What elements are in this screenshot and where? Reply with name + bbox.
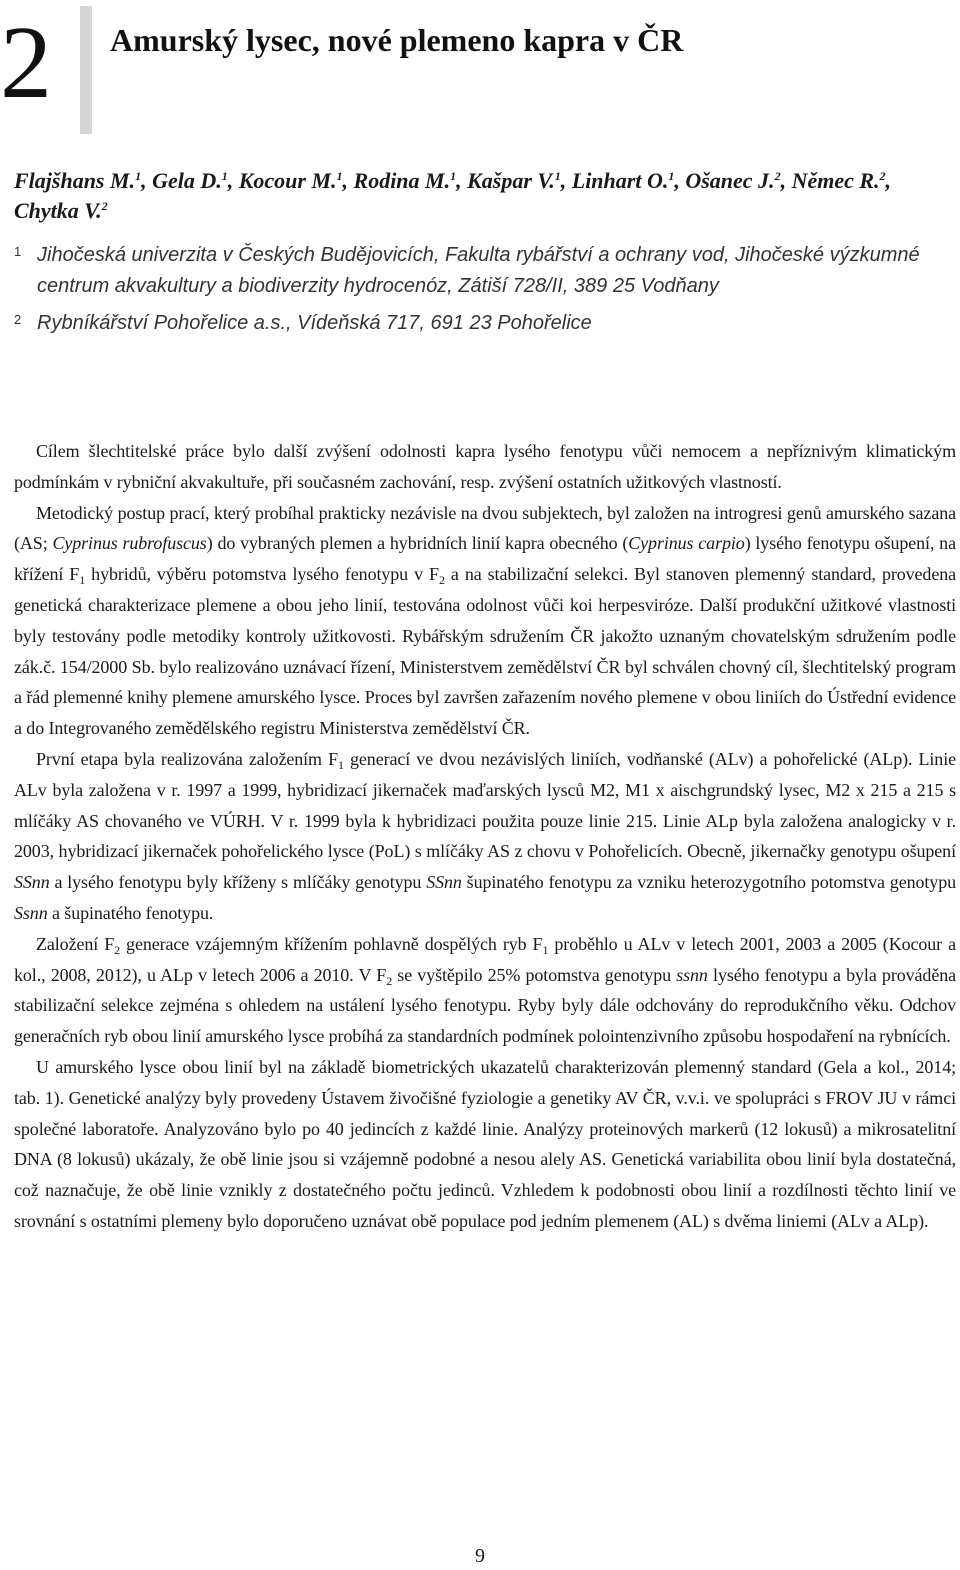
author-separator: , <box>227 168 239 193</box>
chapter-divider <box>80 6 92 134</box>
paragraph-text: a na stabilizační selekci. Byl stanoven plemenný standard, provedena genetická charakterizace plemene a obou jeho linií, testována odolnost vůči koi herpesviróze. Další produkční užitkové vlastnosti byly testovány podle metodiky kontroly užitkovosti. Rybářským sdružením ČR jakožto uznaným chovatelským sdružením podle zák.č. 154/2000 Sb. bylo realizováno uznávací řízení, Ministerstvem zemědělství ČR byl schválen chovný cíl, šlechtitelský program a řád plemenné knihy plemene amurského lysce. Proces byl završen zařazením nového plemene v obou liniích do Ústřední evidence a do Integrovaného zemědělského registru Ministerstva zemědělství ČR. <box>14 564 956 739</box>
affiliation-mark: 2 <box>14 312 22 327</box>
author-name: Gela D. <box>152 168 222 193</box>
affiliations <box>14 240 944 339</box>
paragraph-text: ) lysého fenotypu ošupení, na křížení F <box>14 533 956 585</box>
page-number: 9 <box>475 1545 485 1567</box>
author-affiliation-mark: 2 <box>879 169 886 183</box>
author-name: Linhart O. <box>571 168 669 193</box>
author-name: Kocour M. <box>238 168 337 193</box>
author-name: Němec R. <box>791 168 880 193</box>
author-affiliation-mark: 2 <box>774 169 781 183</box>
paragraph-text: U amurského lysce obou linií byl na základě biometrických ukazatelů charakterizován plemenný standard (Gela a kol., 2014; tab. 1). Genetické analýzy byly provedeny Ústavem živočišné fyziologie a genetiky AV ČR, v.v.i. ve spolupráci s FROV JU v rámci společné laboratoře. Analyzováno bylo po 40 jedincích z každé linie. Analýzy proteinových markerů (12 lokusů) a mikrosatelitní DNA (8 lokusů) ukázaly, že obě linie jsou si vzájemně podobné a nesou alely AS. Genetická variabilita obou linií byla dostatečná, což naznačuje, že obě linie vznikly z dostatečného počtu jedinců. Vzhledem k podobnosti obou linií a rozdílnosti těchto linií ve srovnání s ostatními plemeny bylo doporučeno uznávat obě populace pod jedním plemenem (AL) s dvěma liniemi (ALv a ALp). <box>14 1056 956 1231</box>
paragraph-text: a šupinatého fenotypu. <box>47 902 214 923</box>
paragraph <box>14 1052 956 1237</box>
author-name: Rodina M. <box>353 168 451 193</box>
paragraph <box>14 498 956 744</box>
author-name: Ošanec J. <box>685 168 775 193</box>
italic-term: Cyprinus rubrofuscus <box>52 533 207 554</box>
paragraph-text: lysého fenotypu a byla prováděna stabilizační selekce zejména s ohledem na ustálení lysého fenotypu. Ryby byly dále odchovány do reprodukčního věku. Odchov generačních ryb obou linií amurského lysce probíhá za standardních podmínek polointenzivního způsobu hospodaření na rybnících. <box>14 964 956 1047</box>
author-separator: , <box>141 168 153 193</box>
affiliation-text: Rybníkářství Pohořelice a.s., Vídeňská 717, 691 23 Pohořelice <box>37 312 592 334</box>
author-affiliation-mark: 1 <box>135 169 142 183</box>
author-separator: , <box>342 168 354 193</box>
affiliation <box>14 308 944 339</box>
paragraph-text: se vyštěpilo 25% potomstva genotypu <box>392 964 677 985</box>
author-separator: , <box>885 168 892 193</box>
author-affiliation-mark: 1 <box>554 169 561 183</box>
author-list <box>14 166 944 226</box>
subscript: 1 <box>337 757 344 772</box>
italic-term: ssnn <box>676 964 708 985</box>
italic-term: SSnn <box>426 872 462 893</box>
paragraph-text: proběhlo u ALv v letech 2001, 2003 a 2005 (Kocour a kol., 2008, 2012), u ALp v letech 2006 a 2010. V F <box>14 933 956 985</box>
paragraph <box>14 929 956 1052</box>
subscript: 1 <box>79 573 86 588</box>
affiliation <box>14 240 944 302</box>
author-affiliation-mark: 1 <box>221 169 228 183</box>
paragraph-text: šupinatého fenotypu za vzniku heterozygotního potomstva genotypu <box>461 872 956 893</box>
paragraph <box>14 744 956 929</box>
author-separator: , <box>780 168 792 193</box>
paragraph-text: První etapa byla realizována založením F <box>36 748 338 769</box>
author-name: Kašpar V. <box>467 168 555 193</box>
paragraph <box>14 436 956 498</box>
italic-term: Cyprinus carpio <box>628 533 745 554</box>
subscript: 2 <box>386 973 393 988</box>
author-name: Flajšhans M. <box>14 168 136 193</box>
paragraph-text: Založení F <box>36 933 115 954</box>
paragraph-text: Cílem šlechtitelské práce bylo další zvýšení odolnosti kapra lysého fenotypu vůči nemocem a nepříznivým klimatickým podmínkám v rybniční akvakultuře, při současném zachování, resp. zvýšení ostatních užitkových vlastností. <box>14 441 956 492</box>
author-affiliation-mark: 1 <box>450 169 457 183</box>
affiliation-text: Jihočeská univerzita v Českých Budějovicích, Fakulta rybářství a ochrany vod, Jihočeské výzkumné centrum akvakultury a biodiverzity hydrocenóz, Zátiší 728/II, 389 25 Vodňany <box>37 244 920 297</box>
paragraph-text: hybridů, výběru potomstva lysého fenotypu v F <box>85 564 439 585</box>
author-separator: , <box>560 168 572 193</box>
author-separator: , <box>456 168 468 193</box>
paragraph-text: generace vzájemným křížením pohlavně dospělých ryb F <box>120 933 543 954</box>
paragraph-text: a lysého fenotypu byly kříženy s mlíčáky genotypu <box>49 872 427 893</box>
author-separator: , <box>674 168 686 193</box>
subscript: 2 <box>114 942 121 957</box>
paragraph-text: ) do vybraných plemen a hybridních linií kapra obecného ( <box>206 533 629 554</box>
article-body <box>14 436 956 1237</box>
italic-term: Ssnn <box>14 902 48 923</box>
italic-term: SSnn <box>14 872 50 893</box>
author-affiliation-mark: 2 <box>101 199 108 213</box>
subscript: 1 <box>542 942 549 957</box>
affiliation-mark: 1 <box>14 244 22 259</box>
chapter-number: 2 <box>0 5 52 120</box>
paragraph-text: generací ve dvou nezávislých liniích, vodňanské (ALv) a pohořelické (ALp). Linie ALv byla založena v r. 1997 a 1999, hybridizací jikernaček maďarských lysců M2, M1 x aischgrundský lysec, M2 x 215 a 215 s mlíčáky AS chovaného ve VÚRH. V r. 1999 byla k hybridizaci použita pouze linie 215. Linie ALp byla založena analogicky v r. 2003, hybridizací jikernaček pohořelického lysce (PoL) s mlíčáky AS z chovu v Pohořelicích. Obecně, jikernačky genotypu ošupení <box>14 748 956 862</box>
author-affiliation-mark: 1 <box>668 169 675 183</box>
author-affiliation-mark: 1 <box>336 169 343 183</box>
chapter-title: Amurský lysec, nové plemeno kapra v ČR <box>110 22 684 58</box>
subscript: 2 <box>438 573 445 588</box>
paragraph-text: Metodický postup prací, který probíhal prakticky nezávisle na dvou subjektech, byl založen na introgresi genů amurského sazana (AS; <box>14 502 956 554</box>
author-name: Chytka V. <box>14 198 102 223</box>
